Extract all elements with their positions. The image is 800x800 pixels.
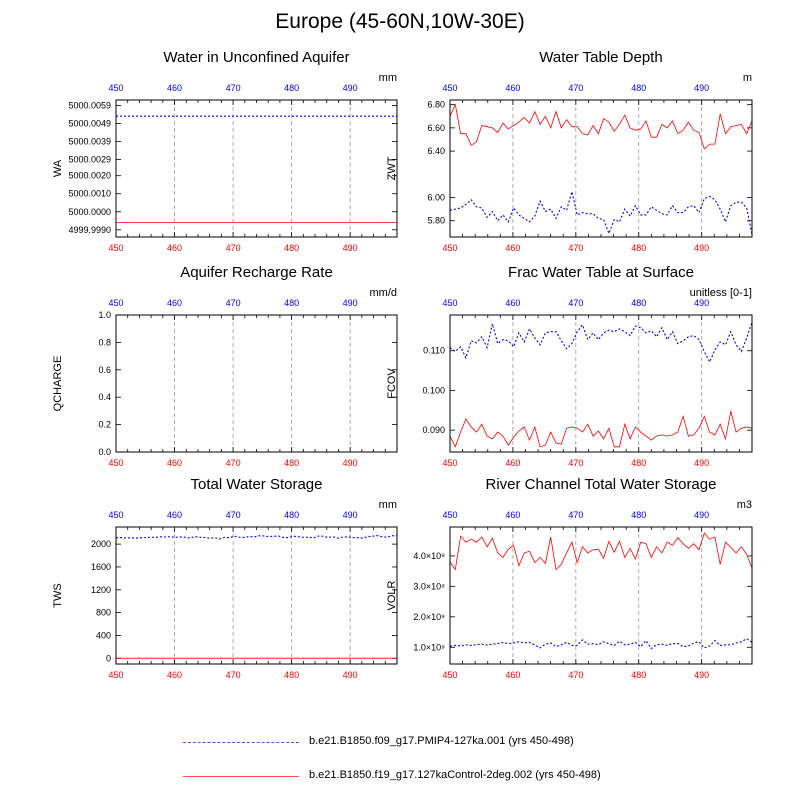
x-tick-label-bottom: 470 (568, 670, 584, 680)
figure-title: Europe (45-60N,10W-30E) (275, 10, 525, 33)
chart-panel-3 (52, 264, 397, 468)
x-tick-label-bottom: 480 (631, 458, 647, 468)
x-tick-label-top: 460 (167, 83, 183, 93)
x-tick-label-top: 480 (631, 510, 647, 520)
y-tick-label: 5000.0010 (68, 188, 111, 199)
plot-frame (116, 315, 397, 452)
y-tick-label: 0 (105, 653, 111, 664)
y-tick-label: 2000 (90, 539, 111, 550)
y-axis-label: WA (52, 159, 64, 178)
x-tick-label-bottom: 490 (694, 458, 710, 468)
panel-units: unitless [0-1] (689, 287, 752, 299)
y-tick-label: 5000.0039 (68, 136, 111, 147)
y-tick-label: 6.60 (427, 122, 445, 133)
y-tick-label: 2.0×10⁹ (413, 611, 445, 622)
chart-panel-4 (386, 264, 752, 468)
y-tick-label: 800 (95, 607, 111, 618)
x-tick-label-top: 490 (342, 510, 358, 520)
y-tick-label: 4999.9990 (68, 224, 111, 235)
x-tick-label-top: 470 (225, 83, 241, 93)
x-tick-label-top: 480 (284, 510, 300, 520)
y-tick-label: 0.2 (98, 419, 111, 430)
x-tick-label-bottom: 470 (225, 670, 241, 680)
x-tick-label-bottom: 460 (167, 243, 183, 253)
y-tick-label: 6.00 (427, 192, 445, 203)
series-line-2 (450, 411, 752, 447)
x-tick-label-bottom: 450 (108, 458, 124, 468)
legend-label-1: b.e21.B1850.f09_g17.PMIP4-127ka.001 (yrs 450-498) (309, 735, 574, 747)
y-axis-label: VOLR (386, 580, 398, 611)
x-tick-label-top: 480 (631, 83, 647, 93)
plot-frame (116, 527, 397, 664)
x-tick-label-bottom: 450 (442, 458, 458, 468)
legend-entry-1 (0, 733, 800, 753)
x-tick-label-top: 490 (342, 298, 358, 308)
x-tick-label-bottom: 450 (108, 243, 124, 253)
x-tick-label-bottom: 450 (442, 243, 458, 253)
y-tick-label: 1200 (90, 584, 111, 595)
panel-title: River Channel Total Water Storage (485, 476, 717, 493)
x-tick-label-top: 470 (568, 83, 584, 93)
x-tick-label-bottom: 490 (694, 243, 710, 253)
panel-units: mm (378, 72, 397, 84)
series-line-2 (450, 105, 752, 149)
y-tick-label: 0.0 (98, 447, 111, 457)
y-tick-label: 1600 (90, 561, 111, 572)
x-tick-label-bottom: 480 (284, 243, 300, 253)
y-tick-label: 5000.0029 (68, 154, 111, 165)
x-tick-label-top: 450 (442, 298, 458, 308)
panel-title: Aquifer Recharge Rate (180, 264, 333, 281)
x-tick-label-top: 450 (442, 510, 458, 520)
x-tick-label-top: 490 (694, 298, 710, 308)
series-line-2 (450, 533, 752, 570)
panel-units: mm (378, 499, 397, 511)
x-tick-label-bottom: 470 (225, 458, 241, 468)
x-tick-label-bottom: 490 (342, 243, 358, 253)
x-tick-label-top: 470 (568, 298, 584, 308)
x-tick-label-top: 470 (225, 298, 241, 308)
chart-panel-2 (386, 49, 752, 253)
plot-frame (450, 315, 752, 452)
x-tick-label-top: 460 (505, 510, 521, 520)
x-tick-label-bottom: 490 (342, 670, 358, 680)
x-tick-label-bottom: 460 (167, 670, 183, 680)
x-tick-label-top: 460 (505, 298, 521, 308)
y-tick-label: 1.0 (98, 310, 111, 320)
panel-units: m3 (736, 499, 752, 511)
y-tick-label: 0.100 (422, 385, 445, 396)
y-tick-label: 5.80 (427, 215, 445, 226)
panel-units: mm/d (369, 287, 397, 299)
x-tick-label-bottom: 460 (505, 670, 521, 680)
x-tick-label-top: 460 (167, 510, 183, 520)
panel-title: Water Table Depth (539, 49, 663, 66)
x-tick-label-top: 480 (631, 298, 647, 308)
series-line-1 (450, 322, 752, 362)
x-tick-label-top: 490 (342, 83, 358, 93)
panel-units: m (742, 72, 752, 84)
y-tick-label: 3.0×10⁹ (413, 581, 445, 592)
x-tick-label-top: 470 (568, 510, 584, 520)
x-tick-label-bottom: 480 (284, 458, 300, 468)
series-line-1 (450, 639, 752, 649)
x-tick-label-top: 450 (108, 298, 124, 308)
x-tick-label-bottom: 480 (284, 670, 300, 680)
y-axis-label: FCOV (386, 368, 398, 399)
y-tick-label: 0.110 (423, 345, 445, 356)
chart-panel-1 (52, 49, 397, 253)
x-tick-label-bottom: 460 (505, 243, 521, 253)
y-tick-label: 0.4 (98, 392, 111, 403)
x-tick-label-top: 450 (108, 510, 124, 520)
x-tick-label-top: 480 (284, 298, 300, 308)
y-tick-label: 400 (95, 630, 111, 641)
legend-label-2: b.e21.B1850.f19_g17.127kaControl-2deg.002 (yrs 450-498) (309, 769, 601, 781)
panel-title: Water in Unconfined Aquifer (163, 49, 350, 66)
chart-panel-5 (52, 476, 397, 680)
y-tick-label: 0.090 (422, 425, 445, 436)
y-tick-label: 0.6 (98, 364, 111, 375)
x-tick-label-top: 480 (284, 83, 300, 93)
x-tick-label-bottom: 470 (225, 243, 241, 253)
x-tick-label-top: 460 (505, 83, 521, 93)
series-line-1 (450, 192, 752, 235)
x-tick-label-top: 450 (442, 83, 458, 93)
y-tick-label: 5000.0020 (68, 170, 111, 181)
plot-frame (450, 100, 752, 237)
y-tick-label: 0.8 (98, 337, 111, 348)
y-axis-label: ZWT (386, 156, 398, 181)
x-tick-label-bottom: 480 (631, 243, 647, 253)
x-tick-label-bottom: 470 (568, 458, 584, 468)
y-tick-label: 4.0×10⁹ (413, 550, 445, 561)
x-tick-label-bottom: 470 (568, 243, 584, 253)
plot-frame (116, 100, 397, 237)
legend-entry-2 (0, 767, 800, 787)
legend-swatch-2 (183, 776, 299, 777)
x-tick-label-top: 490 (694, 83, 710, 93)
x-tick-label-top: 470 (225, 510, 241, 520)
x-tick-label-top: 490 (694, 510, 710, 520)
y-tick-label: 5000.0000 (68, 206, 111, 217)
series-line-1 (116, 536, 397, 539)
x-tick-label-bottom: 490 (342, 458, 358, 468)
x-tick-label-bottom: 450 (108, 670, 124, 680)
panel-title: Total Water Storage (190, 476, 323, 493)
y-tick-label: 5000.0049 (68, 118, 111, 129)
panel-title: Frac Water Table at Surface (508, 264, 694, 281)
x-tick-label-bottom: 490 (694, 670, 710, 680)
x-tick-label-bottom: 460 (167, 458, 183, 468)
y-axis-label: TWS (52, 583, 64, 608)
x-tick-label-bottom: 460 (505, 458, 521, 468)
x-tick-label-bottom: 450 (442, 670, 458, 680)
y-tick-label: 6.80 (427, 99, 445, 110)
y-tick-label: 6.40 (427, 146, 445, 157)
chart-panel-6 (386, 476, 752, 680)
x-tick-label-top: 460 (167, 298, 183, 308)
y-tick-label: 5000.0059 (68, 100, 111, 111)
y-axis-label: QCHARGE (52, 355, 64, 412)
x-tick-label-top: 450 (108, 83, 124, 93)
legend-swatch-1 (183, 742, 299, 743)
y-tick-label: 1.0×10⁹ (413, 642, 445, 653)
x-tick-label-bottom: 480 (631, 670, 647, 680)
